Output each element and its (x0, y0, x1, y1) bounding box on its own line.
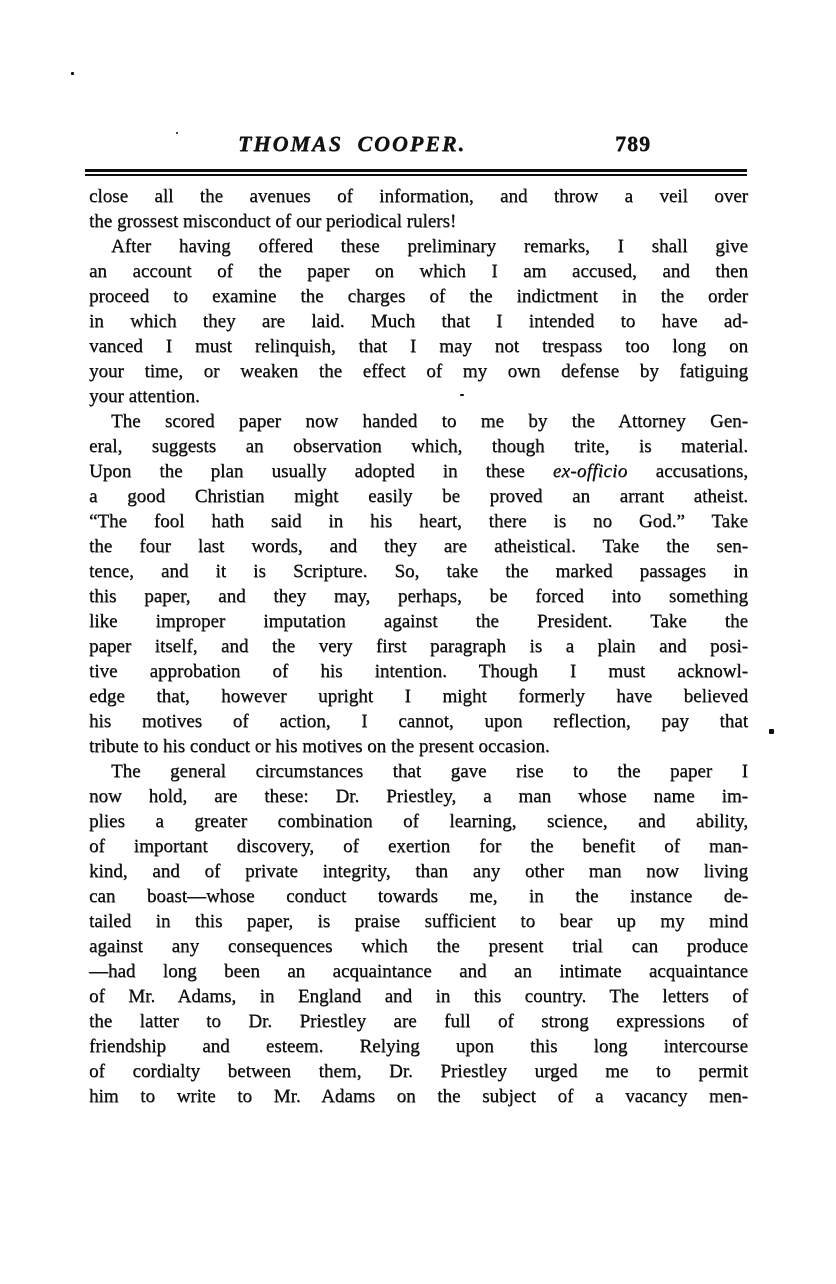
text-line (89, 609, 748, 634)
text-line (89, 534, 748, 559)
text-line (89, 1084, 748, 1109)
page-body-text (89, 184, 748, 1109)
text-line (89, 659, 748, 684)
text-segment: can boast—whose conduct towards me, in the instance de- (89, 886, 748, 907)
ink-speck (71, 72, 74, 75)
text-line (89, 409, 748, 434)
text-line (89, 559, 748, 584)
text-segment: of Mr. Adams, in England and in this country. The letters of (89, 986, 748, 1007)
text-segment: him to write to Mr. Adams on the subject of a vacancy men- (89, 1086, 748, 1107)
text-line (89, 259, 748, 284)
text-line (89, 634, 748, 659)
text-segment: paper itself, and the very first paragraph is a plain and posi- (89, 636, 748, 657)
text-segment: the grossest misconduct of our periodical rulers! (89, 211, 457, 232)
text-segment: tribute to his conduct or his motives on the present occasion. (89, 736, 550, 757)
text-line (89, 334, 748, 359)
text-segment: Upon the plan usually adopted in these (89, 461, 553, 482)
text-segment: your time, or weaken the effect of my own defense by fatiguing (89, 361, 748, 382)
header-rule-divider (85, 169, 747, 176)
text-line (89, 584, 748, 609)
text-line (89, 709, 748, 734)
text-line (89, 184, 748, 209)
text-line (89, 1059, 748, 1084)
text-segment: in which they are laid. Much that I intended to have ad- (89, 311, 748, 332)
text-line (89, 784, 748, 809)
text-segment: his motives of action, I cannot, upon reflection, pay that (89, 711, 748, 732)
text-segment: a good Christian might easily be proved an arrant atheist. (89, 486, 748, 507)
text-line (89, 834, 748, 859)
page-number: 789 (615, 131, 651, 156)
text-segment: tailed in this paper, is praise sufficient to bear up my mind (89, 911, 748, 932)
text-segment: —had long been an acquaintance and an intimate acquaintance (89, 961, 748, 982)
text-segment: The scored paper now handed to me by the Attorney Gen- (111, 411, 748, 432)
text-segment: close all the avenues of information, and throw a veil over (89, 186, 748, 207)
text-segment: the latter to Dr. Priestley are full of strong expressions of (89, 1011, 748, 1032)
text-segment: of important discovery, of exertion for the benefit of man- (89, 836, 748, 857)
text-segment: your attention. (89, 386, 200, 407)
italic-text: ex-officio (552, 461, 628, 482)
text-segment: proceed to examine the charges of the indictment in the order (89, 286, 748, 307)
text-segment: The general circumstances that gave rise to the paper I (111, 761, 748, 782)
text-line (89, 509, 748, 534)
text-line (89, 434, 748, 459)
text-segment: the four last words, and they are atheistical. Take the sen- (89, 536, 748, 557)
text-line (89, 959, 748, 984)
running-header (89, 131, 748, 157)
text-line (89, 884, 748, 909)
page-title: THOMAS COOPER. (237, 131, 467, 156)
text-line (89, 984, 748, 1009)
text-segment: an account of the paper on which I am accused, and then (89, 261, 748, 282)
text-line (89, 234, 748, 259)
text-segment: eral, suggests an observation which, though trite, is material. (89, 436, 748, 457)
text-segment: this paper, and they may, perhaps, be forced into something (89, 586, 748, 607)
text-line (89, 734, 748, 759)
text-segment: kind, and of private integrity, than any other man now living (89, 861, 748, 882)
text-line (89, 359, 748, 384)
text-line (89, 809, 748, 834)
text-line (89, 484, 748, 509)
text-line (89, 1009, 748, 1034)
text-segment: like improper imputation against the President. Take the (89, 611, 748, 632)
text-line (89, 209, 748, 234)
text-segment: now hold, are these: Dr. Priestley, a man whose name im- (89, 786, 748, 807)
text-segment: friendship and esteem. Relying upon this long intercourse (89, 1036, 748, 1057)
text-line (89, 384, 748, 409)
text-line (89, 684, 748, 709)
text-line (89, 934, 748, 959)
ink-speck (769, 729, 774, 734)
text-segment: After having offered these preliminary remarks, I shall give (111, 236, 748, 257)
text-segment: vanced I must relinquish, that I may not trespass too long on (89, 336, 748, 357)
text-line (89, 459, 748, 484)
text-segment: accusations, (627, 461, 749, 482)
header-title-wrap (89, 131, 615, 157)
text-line (89, 309, 748, 334)
text-line (89, 1034, 748, 1059)
text-segment: tive approbation of his intention. Though I must acknowl- (89, 661, 748, 682)
text-line (89, 859, 748, 884)
text-segment: tence, and it is Scripture. So, take the marked passages in (89, 561, 748, 582)
text-segment: of cordialty between them, Dr. Priestley urged me to permit (89, 1061, 748, 1082)
text-segment: against any consequences which the present trial can produce (89, 936, 748, 957)
text-segment: edge that, however upright I might formerly have believed (89, 686, 748, 707)
text-line (89, 909, 748, 934)
text-line (89, 759, 748, 784)
text-line (89, 284, 748, 309)
text-segment: plies a greater combination of learning, science, and ability, (89, 811, 748, 832)
text-segment: “The fool hath said in his heart, there is no God.” Take (89, 511, 748, 532)
